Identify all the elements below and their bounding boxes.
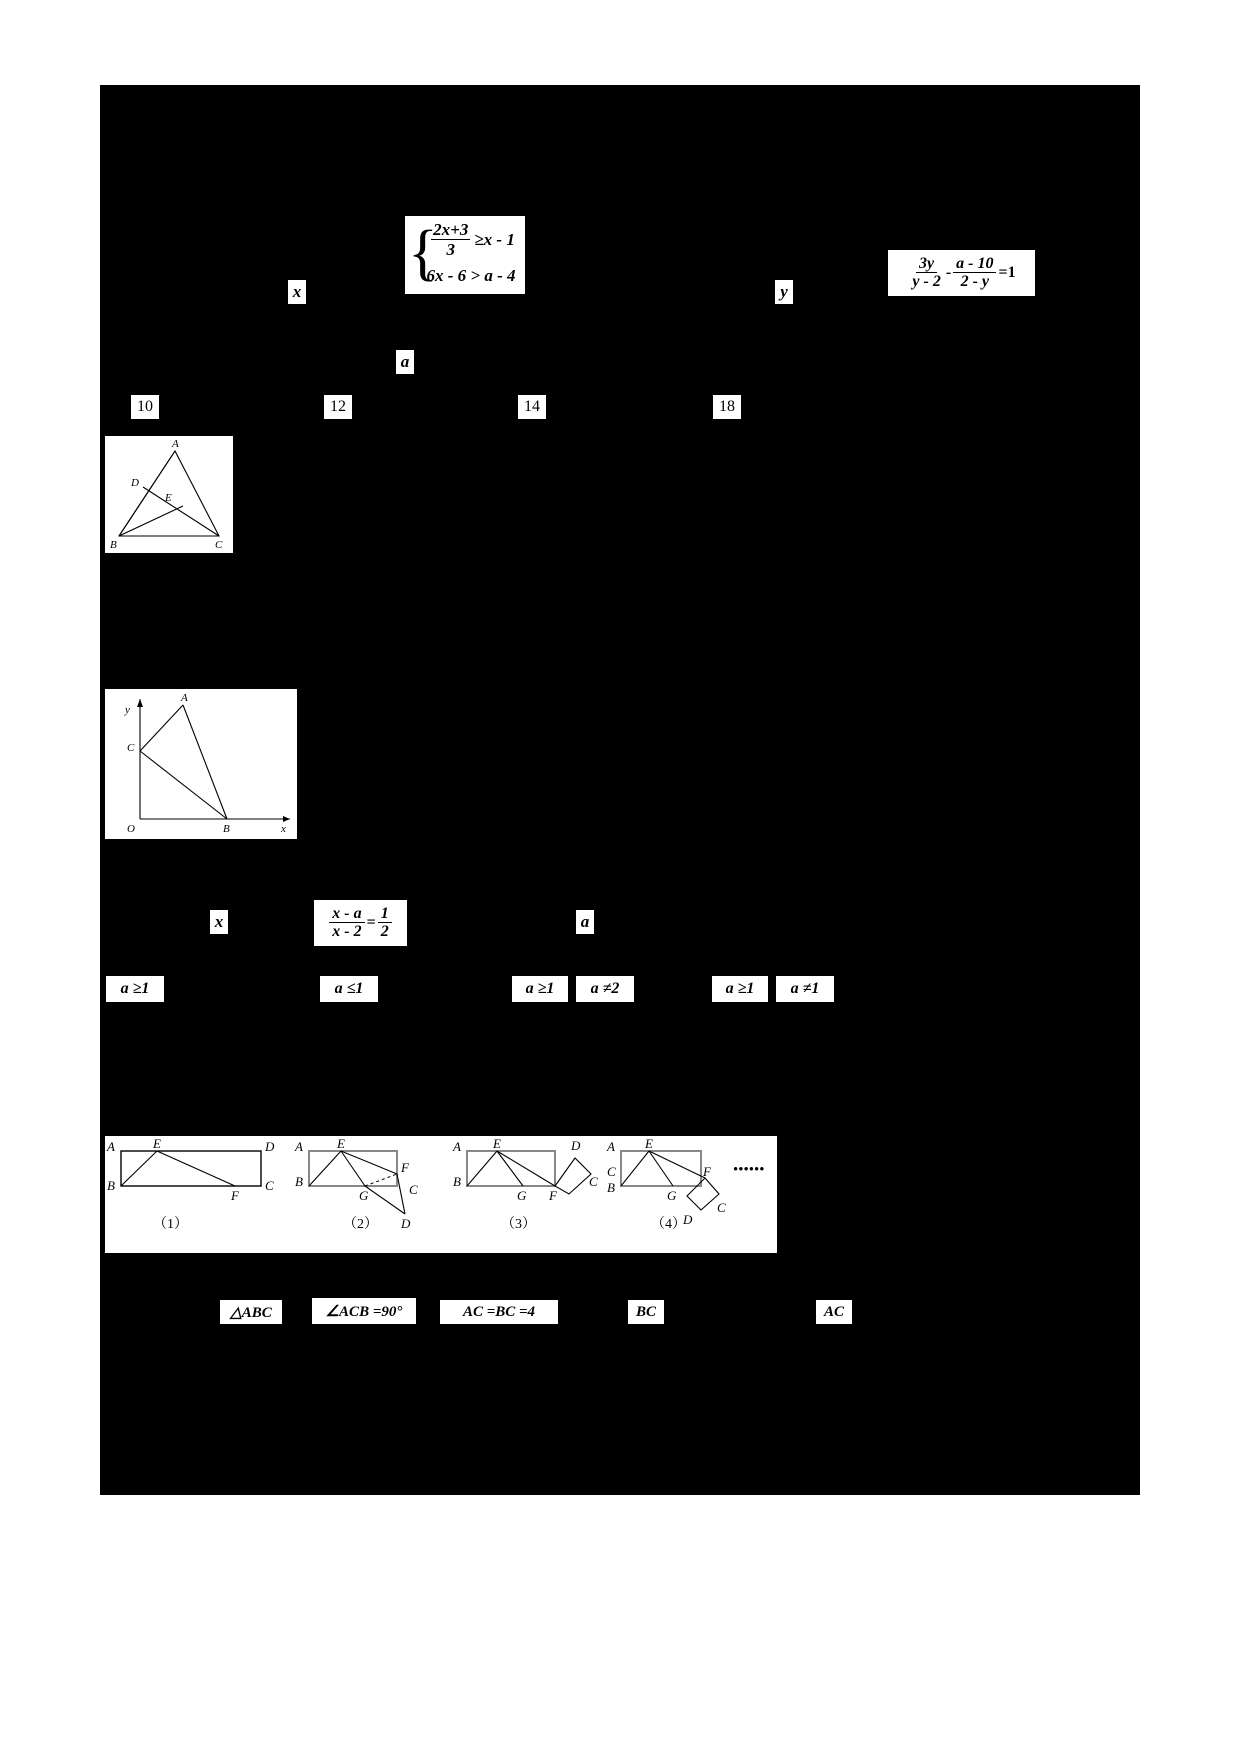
q3-option-4[interactable]: a ≥1 [712, 976, 768, 1002]
q4-token-bc: BC [628, 1300, 664, 1324]
minus-operator: - [945, 264, 952, 281]
q3-equation-figure [314, 900, 407, 946]
fig3-p2-D: D [401, 1216, 411, 1231]
q2-option-0[interactable]: 10 [131, 395, 159, 419]
fig3-p4-D: D [683, 1212, 693, 1227]
equals-one: =1 [998, 264, 1016, 281]
equals-sign: = [366, 914, 376, 931]
fig3-p2-G: G [359, 1188, 369, 1203]
inequality-line-1 [421, 220, 525, 260]
fraction-2x3-over-3: $\frac{2x+3}{3}$ [433, 220, 469, 259]
q2-option-1[interactable]: 12 [324, 395, 352, 419]
triangle-figure [105, 436, 233, 553]
fig3-p4-F: F [703, 1164, 711, 1179]
fig1-label-E: E [165, 492, 172, 504]
fig2-label-B: B [223, 823, 230, 835]
fraction-x-minus-a-over-x-minus-2: $\frac{x - a}{x - 2}$ [329, 905, 364, 941]
fig1-label-C: C [215, 539, 223, 551]
fig3-p1-D: D [265, 1139, 275, 1154]
fraction-3y-over-y-minus-2: $\frac{3y}{y - 2}$ [912, 255, 941, 290]
fig3-p3-F: F [549, 1188, 557, 1203]
inequality-line-2: 6x - 6 > a - 4 [426, 266, 516, 285]
q3-option-3[interactable]: a ≠2 [576, 976, 634, 1002]
fig3-p4-E: E [645, 1136, 653, 1151]
fig3-p2-F: F [401, 1160, 409, 1175]
fig3-caption-3: （3） [501, 1217, 536, 1232]
inequality-relation-1: ≥x - 1 [474, 230, 515, 249]
q3-option-5[interactable]: a ≠1 [776, 976, 834, 1002]
fig2-label-C: C [127, 742, 135, 754]
fig3-p2-A: A [295, 1139, 303, 1154]
q2-option-3[interactable]: 18 [713, 395, 741, 419]
fig3-caption-1: （1） [153, 1217, 188, 1232]
fig1-label-D: D [131, 477, 139, 489]
fig3-p1-F: F [231, 1188, 239, 1203]
fig3-p1-E: E [153, 1136, 161, 1151]
fig2-label-x: x [281, 823, 286, 835]
fig3-caption-2: （2） [343, 1217, 378, 1232]
brace-icon: { [408, 219, 438, 287]
fig1-label-A: A [172, 438, 179, 450]
fig3-p3-D: D [571, 1138, 581, 1153]
fig3-p2-E: E [337, 1136, 345, 1151]
fraction-one-half: $\frac{1}{2}$ [378, 905, 392, 941]
fig3-p4-G: G [667, 1188, 677, 1203]
q4-token-angle: ∠ACB =90° [312, 1298, 416, 1324]
coordinate-triangle-figure [105, 689, 297, 839]
fig3-p3-A: A [453, 1139, 461, 1154]
q2-parameter-token: a [396, 350, 414, 374]
q2-option-2[interactable]: 14 [518, 395, 546, 419]
fraction-a-minus-10-over-2-minus-y: $\frac{a - 10}{2 - y}$ [953, 255, 996, 291]
folding-sequence-figure [105, 1136, 777, 1253]
fig3-caption-4: （4） [651, 1217, 686, 1232]
document-page [100, 85, 1140, 1495]
q4-token-ac: AC [816, 1300, 852, 1324]
fig2-label-O: O [127, 823, 135, 835]
fig3-ellipsis: •••••• [733, 1162, 765, 1178]
q1-variable-token: x [288, 280, 306, 304]
fig2-label-y: y [125, 704, 130, 716]
fig3-p4-C: C [607, 1164, 616, 1179]
fig3-p2-C: C [409, 1182, 418, 1197]
q3-option-2[interactable]: a ≥1 [512, 976, 568, 1002]
q3-parameter-token: a [576, 910, 594, 934]
fig3-p1-B: B [107, 1178, 115, 1193]
fig1-label-B: B [110, 539, 117, 551]
q3-option-1[interactable]: a ≤1 [320, 976, 378, 1002]
fig2-label-A: A [181, 692, 188, 704]
fig3-p1-A: A [107, 1139, 115, 1154]
inequality-system-figure [405, 216, 525, 294]
fig3-p4-C2: C [717, 1200, 726, 1215]
q3-variable-token: x [210, 910, 228, 934]
fig3-p3-C: C [589, 1174, 598, 1189]
fractional-equation-figure [888, 250, 1035, 296]
q3-option-0[interactable]: a ≥1 [106, 976, 164, 1002]
q2-variable-token: y [775, 280, 793, 304]
q4-token-triangle: △ABC [220, 1300, 282, 1324]
fig3-p4-B: B [607, 1180, 615, 1195]
fig3-p3-E: E [493, 1136, 501, 1151]
fig3-p3-G: G [517, 1188, 527, 1203]
fig3-p2-B: B [295, 1174, 303, 1189]
fig3-p3-B: B [453, 1174, 461, 1189]
q4-token-sides: AC =BC =4 [440, 1300, 558, 1324]
fig3-p1-C: C [265, 1178, 274, 1193]
fig3-p4-A: A [607, 1139, 615, 1154]
